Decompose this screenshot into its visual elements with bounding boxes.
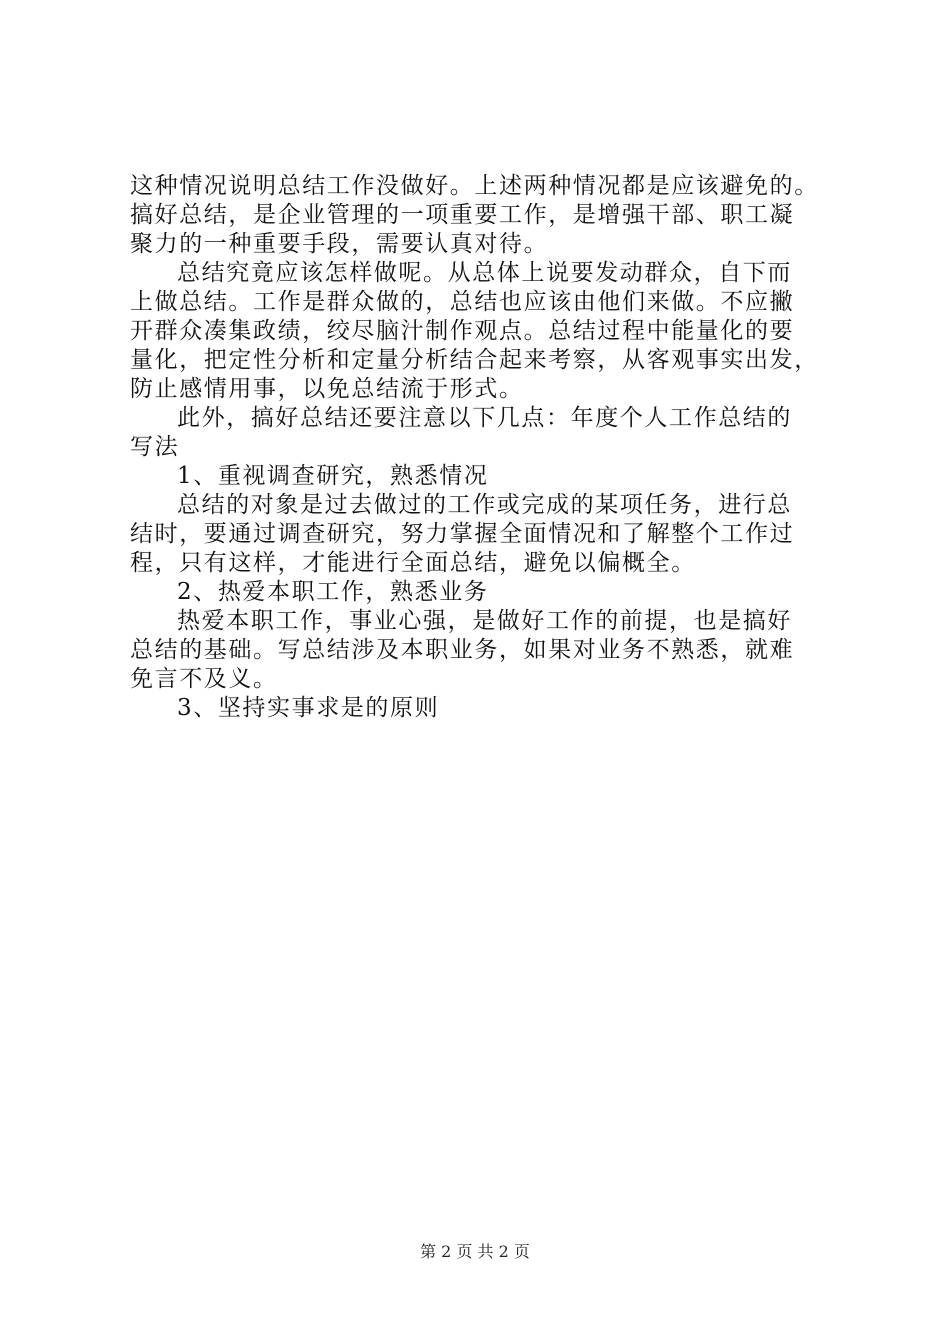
text-line: 上做总结。工作是群众做的，总结也应该由他们来做。不应撇 bbox=[130, 289, 795, 315]
section-heading-2: 2、热爱本职工作，熟悉业务 bbox=[177, 579, 489, 605]
text-line: 开群众凑集政绩，绞尽脑汁制作观点。总结过程中能量化的要 bbox=[130, 318, 795, 344]
text-line: 写法 bbox=[130, 434, 180, 460]
text-line: 量化，把定性分析和定量分析结合起来考察，从客观事实出发， bbox=[130, 347, 819, 373]
paragraph-first-line: 此外，搞好总结还要注意以下几点：年度个人工作总结的 bbox=[177, 405, 792, 431]
section-heading-1: 1、重视调查研究，熟悉情况 bbox=[177, 463, 489, 489]
text-line: 免言不及义。 bbox=[130, 666, 278, 692]
document-body bbox=[130, 172, 830, 723]
text-line: 程，只有这样，才能进行全面总结，避免以偏概全。 bbox=[130, 550, 696, 576]
text-line: 聚力的一种重要手段，需要认真对待。 bbox=[130, 231, 549, 257]
section-heading-3: 3、坚持实事求是的原则 bbox=[177, 695, 440, 721]
text-line: 搞好总结，是企业管理的一项重要工作，是增强干部、职工凝 bbox=[130, 202, 795, 228]
text-line: 总结的基础。写总结涉及本职业务，如果对业务不熟悉，就难 bbox=[130, 637, 795, 663]
text-line: 结时，要通过调查研究，努力掌握全面情况和了解整个工作过 bbox=[130, 521, 795, 547]
text-line: 防止感情用事，以免总结流于形式。 bbox=[130, 376, 524, 402]
paragraph-first-line: 热爱本职工作，事业心强，是做好工作的前提，也是搞好 bbox=[177, 608, 792, 634]
page-number-footer: 第 2 页 共 2 页 bbox=[420, 1242, 530, 1261]
paragraph-first-line: 总结的对象是过去做过的工作或完成的某项任务，进行总 bbox=[177, 492, 792, 518]
paragraph-first-line: 总结究竟应该怎样做呢。从总体上说要发动群众，自下而 bbox=[177, 260, 792, 286]
text-line: 这种情况说明总结工作没做好。上述两种情况都是应该避免的。 bbox=[130, 173, 819, 199]
